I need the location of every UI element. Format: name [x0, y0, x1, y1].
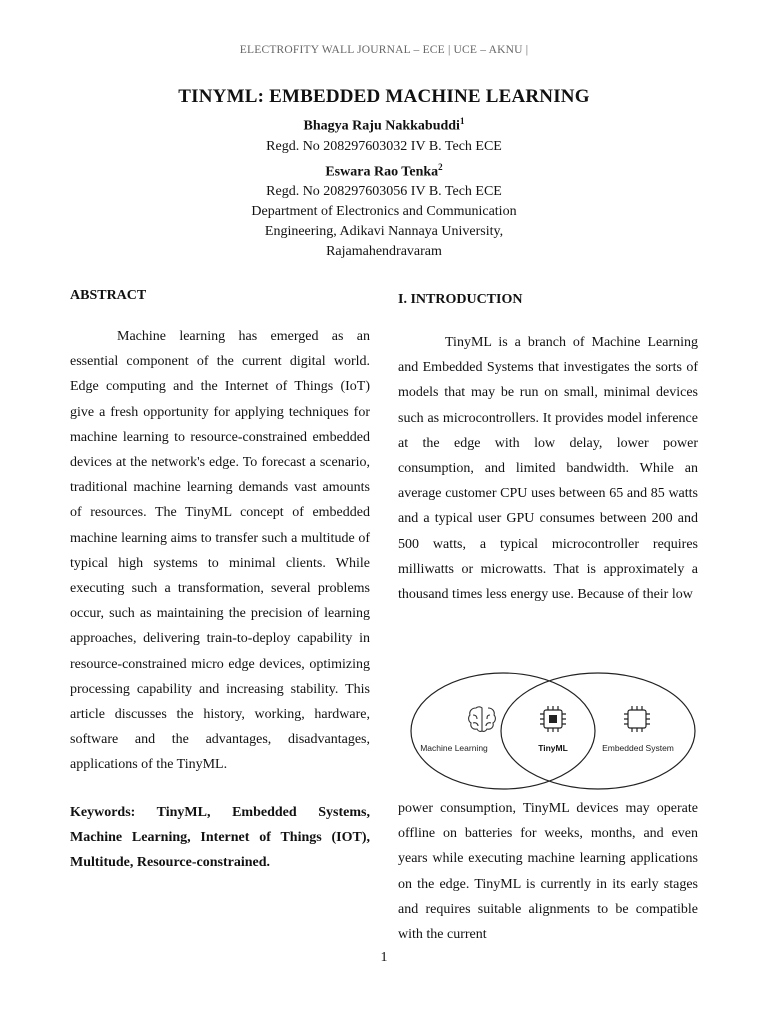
abstract-text: Machine learning has emerged as an essential component of the current digital world. Edge computing and the Internet of Things (IoT) give a fresh opportunity for applying techniques for machine learning to resource-constrained embedded devices at the network's edge. To forecast a scenario, traditional machine learning demands vast amounts of resources. The TinyML concept of embedded machine learning aims to transfer such a multitude of typical high systems to minimal clients. While executing such a transformation, several problems occur, such as maintaining the precision of learning approaches, delivering train-to-deploy capability in resource-constrained micro edge devices, optimizing processing capability and increasing stability. This article discusses the history, working, hardware, software and the advantages, disadvantages, applications of the TinyML. — [70, 329, 370, 773]
introduction-heading — [398, 290, 698, 310]
author-1-regd: Regd. No 208297603032 IV B. Tech ECE — [266, 138, 502, 154]
chip-icon-center — [540, 706, 566, 732]
author-2 — [0, 157, 768, 183]
section-number: I. — [398, 292, 407, 307]
intro-paragraph-1: TinyML is a branch of Machine Learning and Embedded Systems that investigates the sorts of models that may be run on small, minimal devices such as microcontrollers. It provides model inference at the edge with low delay, lower power consumption, and limited bandwidth. While an average customer CPU uses between 65 and 85 watts and a typical user GPU consumes between 200 and 500 watts, a typical microcontroller requires milliwatts or microwatts. That is approximately a thousand times less energy use. Because of their low — [398, 335, 698, 603]
author-2-sup: 2 — [438, 161, 443, 172]
right-column-lower — [398, 796, 698, 947]
brain-icon — [469, 707, 496, 732]
author-2-regd: Regd. No 208297603056 IV B. Tech ECE — [266, 184, 502, 200]
affiliation: Department of Electronics and Communication Engineering, Adikavi Nannaya University, Rajamahendravaram — [251, 204, 517, 260]
author-2-name: Eswara Rao Tenka — [325, 164, 439, 180]
page-number: 1 — [380, 950, 388, 965]
abstract-heading: ABSTRACT — [70, 288, 147, 303]
author-1-name: Bhagya Raju Nakkabuddi — [303, 118, 460, 134]
venn-label-center: TinyML — [538, 743, 568, 753]
venn-circle-left — [411, 673, 595, 789]
venn-label-right: Embedded System — [602, 743, 674, 753]
paper-title: TINYML: EMBEDDED MACHINE LEARNING — [178, 86, 590, 107]
intro-paragraph-2: power consumption, TinyML devices may operate offline on batteries for weeks, months, and even years while executing machine learning applications on the edge. TinyML is currently in its early stages and requires suitable alignments to be compatible with the current — [398, 801, 698, 943]
venn-label-left: Machine Learning — [420, 743, 488, 753]
left-column — [70, 286, 370, 875]
section-title: INTRODUCTION — [410, 292, 523, 307]
running-header: ELECTROFITY WALL JOURNAL – ECE | UCE – AKNU | — [239, 44, 529, 56]
chip-icon-right — [624, 706, 650, 732]
title-block — [0, 86, 768, 262]
venn-diagram — [398, 670, 702, 792]
author-1 — [0, 111, 768, 137]
author-1-sup: 1 — [459, 116, 465, 126]
venn-circle-right — [501, 673, 695, 789]
right-column — [398, 290, 698, 607]
keywords: Keywords: TinyML, Embedded Systems, Machine Learning, Internet of Things (IOT), Multitude, Resource-constrained. — [70, 804, 370, 871]
